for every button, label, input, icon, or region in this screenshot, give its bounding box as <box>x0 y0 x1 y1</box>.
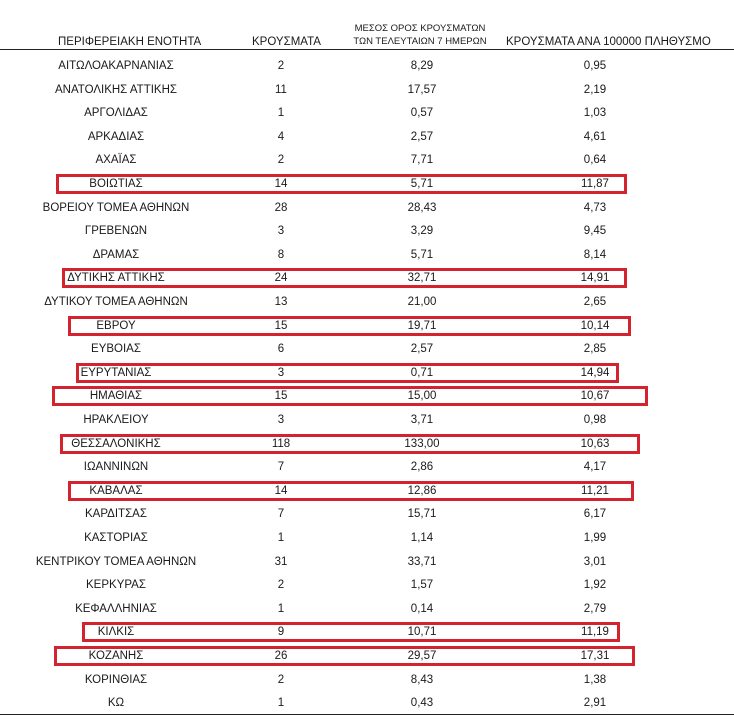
highlight-box <box>82 622 620 642</box>
row-avg7: 0,71 <box>410 366 434 379</box>
row-cases: 3 <box>277 366 285 379</box>
row-cases: 1 <box>277 532 285 544</box>
footer-rule <box>0 714 734 715</box>
row-avg7: 19,71 <box>407 319 437 332</box>
row-cases: 24 <box>274 272 288 285</box>
row-cases: 14 <box>274 484 288 497</box>
row-avg7: 7,71 <box>410 154 434 167</box>
table-row <box>0 456 734 480</box>
row-avg7: 12,86 <box>407 484 437 497</box>
row-avg7: 2,86 <box>410 461 434 474</box>
row-per100k: 8,14 <box>583 248 607 261</box>
row-per100k: 2,91 <box>583 697 607 710</box>
row-region: ΚΑΣΤΟΡΙΑΣ <box>84 532 148 544</box>
table-row <box>0 598 734 622</box>
row-per100k: 4,73 <box>583 201 607 214</box>
row-region: ΔΡΑΜΑΣ <box>92 248 140 261</box>
row-cases: 31 <box>274 555 288 568</box>
header-region: ΠΕΡΙΦΕΡΕΙΑΚΗ ΕΝΟΤΗΤΑ <box>58 36 202 48</box>
row-region: ΘΕΣΣΑΛΟΝΙΚΗΣ <box>71 437 161 450</box>
row-per100k: 2,85 <box>583 343 607 356</box>
row-region: ΚΟΖΑΝΗΣ <box>88 650 144 662</box>
row-avg7: 2,57 <box>410 343 434 356</box>
row-cases: 15 <box>274 390 288 403</box>
header-per100k: ΚΡΟΥΣΜΑΤΑ ΑΝΑ 100000 ΠΛΗΘΥΣΜΟ <box>506 36 711 48</box>
row-region: ΕΥΡΥΤΑΝΙΑΣ <box>80 366 152 379</box>
table-row <box>0 692 734 716</box>
row-per100k: 2,19 <box>583 83 607 96</box>
row-region: ΚΕΡΚΥΡΑΣ <box>86 579 146 592</box>
row-region: ΗΜΑΘΙΑΣ <box>89 390 143 403</box>
row-cases: 15 <box>274 319 288 332</box>
row-per100k: 2,65 <box>583 296 607 308</box>
row-per100k: 1,92 <box>583 579 607 592</box>
row-per100k: 10,14 <box>580 319 610 332</box>
table-row <box>0 409 734 433</box>
row-cases: 7 <box>277 508 285 521</box>
table-row <box>0 291 734 315</box>
row-avg7: 1,57 <box>410 579 434 592</box>
header-cases: ΚΡΟΥΣΜΑΤΑ <box>252 36 321 48</box>
highlight-box <box>68 316 631 336</box>
row-avg7: 2,57 <box>410 130 434 143</box>
table-row <box>0 220 734 244</box>
row-avg7: 0,14 <box>410 602 434 615</box>
row-avg7: 8,43 <box>410 673 434 686</box>
row-avg7: 15,71 <box>407 508 437 521</box>
row-avg7: 3,29 <box>410 225 434 238</box>
row-per100k: 11,21 <box>581 484 609 497</box>
row-region: ΗΡΑΚΛΕΙΟΥ <box>83 414 149 426</box>
row-avg7: 1,14 <box>410 532 434 544</box>
row-cases: 1 <box>277 602 285 615</box>
highlight-box <box>60 434 640 454</box>
row-avg7: 17,57 <box>407 83 437 96</box>
row-region: ΚΩ <box>107 697 125 710</box>
row-avg7: 0,43 <box>410 697 434 710</box>
row-cases: 9 <box>277 626 285 639</box>
row-per100k: 2,79 <box>583 602 607 615</box>
row-per100k: 17,31 <box>580 650 610 662</box>
header-avg7: ΜΕΣΟΣ ΟΡΟΣ ΚΡΟΥΣΜΑΤΩΝ ΤΩΝ ΤΕΛΕΥΤΑΙΩΝ 7 ΗΜΕΡΩΝ <box>353 23 487 47</box>
row-per100k: 10,63 <box>580 437 610 450</box>
row-cases: 3 <box>277 414 285 426</box>
row-cases: 2 <box>277 579 285 592</box>
row-per100k: 14,91 <box>580 272 610 285</box>
table-row <box>0 574 734 598</box>
row-cases: 3 <box>277 225 285 238</box>
highlight-box <box>52 386 648 406</box>
row-cases: 1 <box>277 697 285 710</box>
row-avg7: 5,71 <box>410 248 434 261</box>
row-cases: 2 <box>277 60 285 72</box>
highlight-box <box>56 174 627 194</box>
highlight-box <box>76 363 619 383</box>
row-per100k: 14,94 <box>580 366 610 379</box>
row-region: ΑΡΚΑΔΙΑΣ <box>87 130 145 143</box>
row-region: ΔΥΤΙΚΟΥ ΤΟΜΕΑ ΑΘΗΝΩΝ <box>44 296 188 308</box>
row-per100k: 10,67 <box>580 390 610 403</box>
row-region: ΚΟΡΙΝΘΙΑΣ <box>84 673 148 686</box>
table-row <box>0 244 734 268</box>
row-per100k: 3,01 <box>583 555 607 568</box>
row-avg7: 10,71 <box>407 626 437 639</box>
row-avg7: 28,43 <box>407 201 437 214</box>
row-region: ΙΩΑΝΝΙΝΩΝ <box>83 461 149 474</box>
row-region: ΑΧΑΪΑΣ <box>95 154 137 167</box>
row-avg7: 8,29 <box>410 60 434 72</box>
row-cases: 11 <box>275 83 287 96</box>
row-cases: 26 <box>274 650 288 662</box>
table-row <box>0 197 734 221</box>
highlight-box <box>62 268 627 288</box>
table-row <box>0 79 734 103</box>
row-region: ΑΙΤΩΛΟΑΚΑΡΝΑΝΙΑΣ <box>58 60 174 72</box>
row-per100k: 1,99 <box>583 532 607 544</box>
row-cases: 8 <box>277 248 285 261</box>
row-per100k: 0,95 <box>583 60 607 72</box>
row-region: ΑΡΓΟΛΙΔΑΣ <box>84 107 148 120</box>
row-region: ΚΕΝΤΡΙΚΟΥ ΤΟΜΕΑ ΑΘΗΝΩΝ <box>35 555 197 568</box>
table-row <box>0 669 734 693</box>
row-per100k: 4,61 <box>583 130 607 143</box>
row-per100k: 0,64 <box>583 154 607 167</box>
row-avg7: 33,71 <box>407 555 437 568</box>
row-cases: 7 <box>277 461 285 474</box>
row-per100k: 11,19 <box>581 626 609 639</box>
row-per100k: 9,45 <box>583 225 607 238</box>
row-cases: 2 <box>277 673 285 686</box>
row-avg7: 3,71 <box>410 414 434 426</box>
row-region: ΕΒΡΟΥ <box>96 319 136 332</box>
row-cases: 28 <box>274 201 288 214</box>
row-region: ΒΟΡΕΙΟΥ ΤΟΜΕΑ ΑΘΗΝΩΝ <box>42 201 190 214</box>
row-cases: 2 <box>277 154 285 167</box>
table-row <box>0 338 734 362</box>
row-cases: 118 <box>271 437 291 450</box>
row-avg7: 0,57 <box>410 107 434 120</box>
table-row <box>0 149 734 173</box>
header-rule <box>0 49 734 50</box>
highlight-box <box>54 646 635 666</box>
row-cases: 1 <box>277 107 285 120</box>
row-region: ΚΙΛΚΙΣ <box>97 626 135 639</box>
table-row <box>0 527 734 551</box>
row-avg7: 29,57 <box>407 650 437 662</box>
row-cases: 6 <box>277 343 285 356</box>
row-cases: 14 <box>274 178 288 190</box>
row-per100k: 4,17 <box>583 461 607 474</box>
row-region: ΔΥΤΙΚΗΣ ΑΤΤΙΚΗΣ <box>67 272 165 285</box>
row-per100k: 11,87 <box>581 178 609 190</box>
row-region: ΓΡΕΒΕΝΩΝ <box>84 225 148 238</box>
row-per100k: 6,17 <box>583 508 607 521</box>
row-per100k: 0,98 <box>583 414 607 426</box>
row-region: ΕΥΒΟΙΑΣ <box>91 343 141 356</box>
table-row <box>0 126 734 150</box>
table-row <box>0 55 734 79</box>
row-avg7: 5,71 <box>410 178 434 190</box>
table-row <box>0 102 734 126</box>
row-avg7: 133,00 <box>404 437 440 450</box>
row-avg7: 15,00 <box>407 390 437 403</box>
row-per100k: 1,38 <box>583 673 607 686</box>
row-cases: 13 <box>274 296 288 308</box>
row-cases: 4 <box>277 130 285 143</box>
highlight-box <box>68 481 634 501</box>
row-region: ΒΟΙΩΤΙΑΣ <box>89 178 143 190</box>
table-row <box>0 503 734 527</box>
table-row <box>0 551 734 575</box>
row-avg7: 32,71 <box>407 272 437 285</box>
row-region: ΚΕΦΑΛΛΗΝΙΑΣ <box>75 602 157 615</box>
row-region: ΚΑΡΔΙΤΣΑΣ <box>85 508 147 521</box>
row-per100k: 1,03 <box>583 107 607 120</box>
row-region: ΑΝΑΤΟΛΙΚΗΣ ΑΤΤΙΚΗΣ <box>54 83 177 96</box>
row-avg7: 21,00 <box>407 296 437 308</box>
row-region: ΚΑΒΑΛΑΣ <box>89 484 143 497</box>
